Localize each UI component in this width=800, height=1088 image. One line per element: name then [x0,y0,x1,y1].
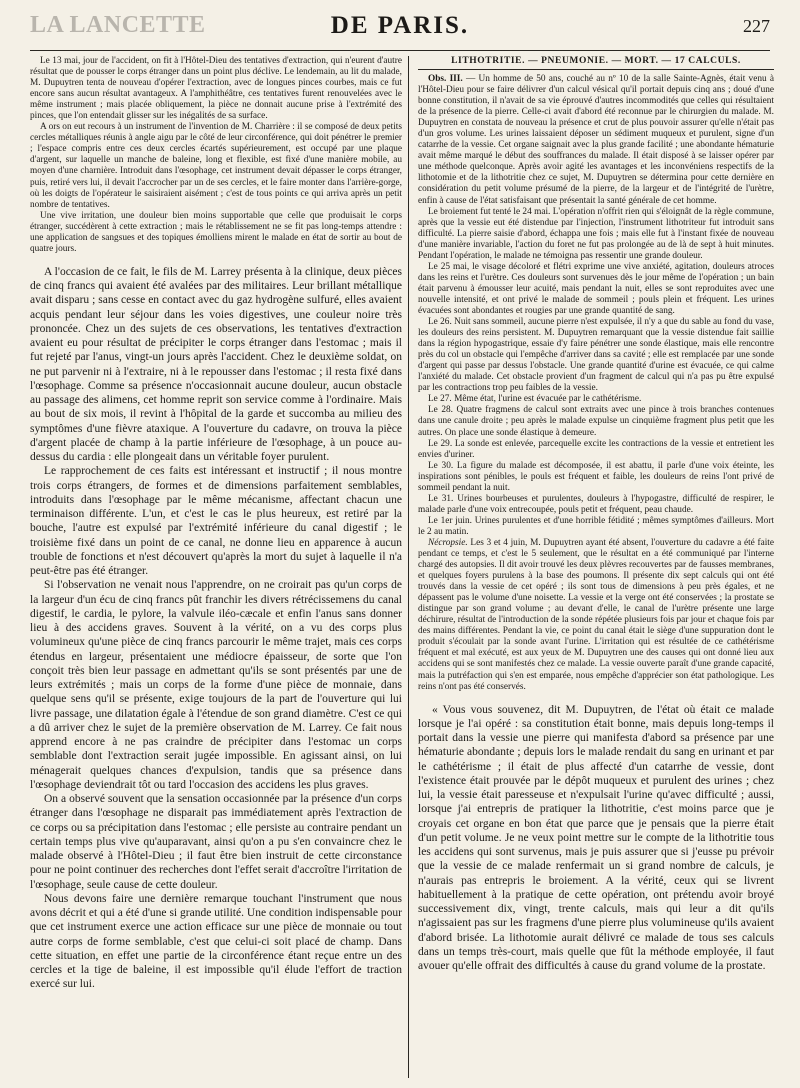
right-small-paragraph: Le 28. Quatre fragmens de calcul sont extraits avec une pince à trois branches contenues dans une canule droite ; peu après le malade expulse un cinquième fragment plus petit que les autres. On place une sonde élastique à demeure. [418,405,774,438]
left-small-paragraph: Une vive irritation, une douleur bien moins supportable que celle que produisait le corps étranger, succédèrent à cette extraction ; mais le rétablissement ne se fit pas long-temps attendre : une application de sangsues et des topiques émolliens mirent le malade en état de sortir au bout de quatre jours. [30,210,402,254]
right-small-paragraph: Le 26. Nuit sans sommeil, aucune pierre n'est expulsée, il n'y a que du sable au fond du vase, les douleurs des reins persistent. M. Dupuytren remarquant que la vessie distendue fait saillie dans la région hypogastrique, essaie d'y faire pénétrer une sonde élastique, mais elle rencontre près du col un obstacle qui l'empêche d'arriver dans sa cavité ; elle est remplacée par une sonde d'argent qui passe par dessus l'obstacle. Une grande quantité d'urine est évacuée, ce qui calme l'anxiété du malade. Cet obstacle provient d'un fragment de calcul qui n'a pas pu être expulsé par les contractions trop peu faibles de la vessie. [418,317,774,394]
necropsie-label: Nécropsie. [428,537,468,548]
right-small-paragraph: Le 30. La figure du malade est décomposée, il est abattu, il parle d'une voix éteinte, les inspirations sont pénibles, le pouls est fréquent et faible, les douleurs de reins l'ont privé de sommeil pendant la nuit. [418,460,774,493]
masthead-title: DE PARIS. [330,12,470,39]
right-large-text-block [418,703,774,974]
right-small-paragraph: Le 27. Même état, l'urine est évacuée par le cathétérisme. [428,394,642,405]
observation-label: Obs. III. [428,74,463,84]
right-small-paragraph: Le 1er juin. Urines purulentes et d'une horrible fétidité ; mêmes symptômes d'ailleurs. Mort le 2 au matin. [418,515,774,537]
right-column [418,56,774,1086]
right-large-paragraph: « Vous vous souvenez, dit M. Dupuytren, de l'état où était ce malade lorsque je l'ai opéré : sa constitution était bonne, mais depuis long-temps il portait dans la vessie une pierre qui manifesta d'abord sa présence par une hématurie abondante ; depuis lors le malade rendait du sang en urinant et par le cathétérisme ; il était de plus affecté d'un catarrhe de vessie, dont l'existence était prouvée par le dépôt muqueux et purulent des urines ; chez lui, la vessie était paresseuse et n'expulsait l'urine qu'avec difficulté ; aussi, lorsque j'ai entrepris de pratiquer la lithotritie, c'est moins parce que je croyais cet organe en bon état que parce que je pensais que la pierre était d'un petit volume. Je ne veux point mettre sur le compte de la lithotritie tous les accidens qui sont survenus, mais je puis assurer que si j'eusse pu prévoir que la vessie de ce malade renfermait un si grand nombre de calculs, je n'aurais pas entrepris le broiement. A la vérité, ceux qui se livrent habituellement à la pratique de cette opération, ont prétendu avoir broyé successivement dix, vingt, trente calculs, mais qui leur a dit qu'ils n'agissaient pas sur les fragmens d'une pierre plus volumineuse qu'ils avaient d'abord brisée. La lithotomie aurait délivré ce malade de tous ses calculs dans un temps très-court, mais quelle que fût la méthode employée, il faut avouer qu'elle offrait des difficultés à cause du grand volume de la prostate. [418,703,774,973]
necropsie-paragraph [418,538,774,693]
right-small-paragraph: Le 29. La sonde est enlevée, parcequelle excite les contractions de la vessie et entretient les envies d'uriner. [418,438,774,460]
left-column [30,56,402,1086]
left-large-paragraph: A l'occasion de ce fait, le fils de M. Larrey présenta à la clinique, deux pièces de cinq francs qui avaient été avalées par des militaires. Leur brillant métallique avait disparu ; sans cesse en contact avec du gaz hydrogène sulfuré, elles avaient acquis pendant leur séjour dans les voies digestives, une couleur noire très prononcée. Chez un des sujets de ces observations, les tentatives d'extraction avaient eu pour résultat de précipiter le corps étranger dans l'estomac ; mais il fut rejeté par l'anus, vingt-un jours après l'accident. Chez le deuxième soldat, on ne put parvenir ni à l'extraire, ni à le repousser dans l'estomac ; il resta fixé dans l'œsophage. Comme sa présence n'occasionnait aucune douleur, aucun obstacle au passage des alimens, cet homme reprit son service comme à l'ordinaire. Mais au bout de six mois, il revint à l'hôpital de la garde et succomba au milieu des symptômes d'une fièvre ataxique. A l'ouverture du cadavre, on trouva la pièce d'argent placée de champ à la partie inférieure de l'œsophage, à un pouce au-dessus du cardia : elle plongeait dans un véritable foyer purulent. [30,265,402,464]
observation-paragraph [418,74,774,207]
right-small-text-block [418,74,774,693]
left-large-paragraph: Nous devons faire une dernière remarque touchant l'instrument que nous avons décrit et qui a été d'une si grande utilité. Une condition indispensable pour que cet instrument exerce une action efficace sur une pièce de monnaie ou tout autre corps de forme semblable, c'est que celui-ci soit placé de champ. Dans cette situation, en effet une partie de la circonférence étant reçue entre un des cercles et la tige de baleine, il est impossible qu'il élude l'effort de traction exercé sur lui. [30,892,402,991]
left-large-paragraph: On a observé souvent que la sensation occasionnée par la présence d'un corps étranger dans l'œsophage ne disparait pas immédiatement après l'extraction de ce corps ou sa précipitation dans l'estomac ; elle persiste au contraire pendant un certain temps plus vive qu'auparavant, ainsi qu'on a pu s'en convaincre chez le malade observé à l'Hôtel-Dieu ; il faut être bien instruit de cette circonstance pour ne point continuer des recherches dont l'effet serait d'accroître l'irritation de l'œsophage, seule cause de cette douleur. [30,793,402,891]
page-header [30,10,770,51]
left-large-text-block [30,265,402,992]
header-left-faded-title: LA LANCETTE [30,12,206,38]
left-small-paragraph: A ors on eut recours à un instrument de l'invention de M. Charrière : il se composé de deux petits cercles métalliques réunis à angle aigu par le côté de leur circonférence, qui doit pénétrer le premier ; l'espace compris entre ces deux cercles écartés supérieurement, est occupé par une plaque d'argent, sur laquelle un manche de baleine, long et flexible, est fixé d'une manière mobile, au moyen d'une charnière. Introduit dans l'œsophage, cet instrument devait dépasser le corps étranger, puis, retiré vers lui, il devait l'accrocher par un de ses cercles, et le faire monter dans l'arrière-gorge, où les doigts de l'opérateur le saisiraient aisément ; c'est de tous points ce qui arriva après un petit nombre de tentatives. [30,122,402,210]
right-small-paragraph: Le 31. Urines bourbeuses et purulentes, douleurs à l'hypogastre, difficulté de respirer, le malade parle d'une voix entrecoupée, pouls petit et fréquent, peau chaude. [418,493,774,515]
necropsie-text: Les 3 et 4 juin, M. Dupuytren ayant été absent, l'ouverture du cadavre a été faite pendant ce temps, et c'est le 5 seulement, que le résultat en a été communiqué par l'interne chargé des autopsies. Il dit avoir trouvé les deux plèvres recouvertes par de fausses membranes, et quelques foyers purulens à la base des poumons. Il présente dix sept calculs qui ont été trouvés dans la vessie de cet opéré ; ils sont tous de dimensions à peu près égales, et ne dépassent pas le volume d'une noisette. La vessie et la verge ont été conservées ; la prostate se distingue par son grand volume ; au devant d'elle, le canal de l'urètre présente une large déchirure, résultat de l'introduction de la sonde répétée plusieurs fois par jour et chaque fois par des mains différentes. Pendant la vie, ce point du canal était le siège d'une suppuration dont le produit s'écoulait par la sonde avant l'urine. L'irritation qui est résultée de ce cathétérisme fréquent et mal exécuté, est aux yeux de M. Dupuytren une des causes qui ont donné lieu aux accidens qui se sont manifestés chez ce malade. La vessie ouverte paraît d'une grande capacité, mais la putréfaction qui s'en est emparée, nous empêche d'apprécier son état pathologique. Les reins n'ont pas été conservés. [418,537,774,692]
column-divider [408,56,409,1078]
observation-text: — Un homme de 50 ans, couché au nº 10 de la salle Sainte-Agnès, était venu à l'Hôtel-Dieu pour se faire délivrer d'un calcul vésical qu'il portait depuis cinq ans ; doué d'une bonne constitution, il n'avait de sa vie éprouvé d'autres incommodités que celles qui résultaient de la présence de la pierre. Celle-ci avait d'abord été reconnue par le chirurgien du malade. M. Dupuytren en constata de nouveau la présence et crut de plus pouvoir assurer qu'elle n'était pas d'un gros volume. Les urines laissaient déposer un sédiment muqueux et purulent, signe d'un catarrhe de la vessie. Cet organe saignait avec la plus grande facilité ; une abondante hématurie avait même marqué le début des souffrances du malade. Il était disposé à se laisser opérer par une méthode quelconque. Après avoir agité les avantages et les inconvéniens respectifs de la lithotomie et de la lithotritie chez ce sujet, M. Dupuytren se détermina pour cette dernière en considération du petit volume présumé de la pierre, de la largeur et de l'intégrité de l'urètre, enfin à cause de l'état satisfaisant que présentait la santé générale de cet homme. [418,74,774,206]
left-small-text-block [30,56,402,255]
left-small-paragraph: Le 13 mai, jour de l'accident, on fit à l'Hôtel-Dieu des tentatives d'extraction, qui n'eurent d'autre résultat que de pousser le corps étranger dans un point plus déclive. Le lendemain, au lit du malade, M. Dupuytren tenta de nouveau d'opérer l'extraction, avec de longues pinces courbes, mais ce fut encore sans aucun résultat avantageux. A l'amphithéâtre, ces tentatives furent renouvelées avec le même instrument ; mais placée obliquement, la pièce ne donnait aucune prise à l'extrémité des pinces, que l'on entendait glisser sur les inégalités de sa surface. [30,56,402,122]
left-large-paragraph: Le rapprochement de ces faits est intéressant et instructif ; il nous montre trois corps étrangers, de formes et de dimensions parfaitement semblables, introduits dans l'œsophage par le même mécanisme, affectant chacun une terminaison différente. L'un, et c'est le cas le plus heureux, est retiré par la bouche, l'autre est expulsé par l'extrémité inférieure du canal digestif ; le troisième fixé dans un point de ce canal, ne donne lieu en apparence à aucun trouble de fonctions et n'est découvert qu'après la mort du sujet à laquelle il n'a peut-être pas été étranger. [30,465,402,578]
section-running-head: LITHOTRITIE. — PNEUMONIE. — MORT. — 17 CALCULS. [418,56,774,70]
right-small-paragraph: Le broiement fut tenté le 24 mai. L'opération n'offrit rien qui s'éloignât de la règle commune, après que la vessie eut été distendue par l'injection, l'instrument lithotriteur fut introduit sans difficulté. La pierre saisie d'abord, échappa une fois ; mais elle fut à l'instant fixée de nouveau d'une manière invariable, l'action du foret ne fut pas prolongée au de là de sept à huit minutes. Pendant l'opération, le malade ne témoigna pas ressentir une grande douleur. [418,206,774,261]
page-number: 227 [743,16,770,36]
left-large-paragraph: Si l'observation ne venait nous l'apprendre, on ne croirait pas qu'un corps de la largeur d'un écu de cinq francs pût franchir les divers rétrécissemens du canal digestif, le cardia, le pylore, la valvule iléo-cæcale et enfin l'anus sans donner lieu à des accidens graves. Souvent à la vérité, on a vu des corps plus volumineux qu'une pièce de cinq francs parcourir le même trajet, mais ces corps étendus en largeur, présentaient une médiocre épaisseur, de sorte que l'on conçoit très bien leur passage en admettant qu'ils se sont présentés par une de leurs extrémités ; mais un corps de la forme d'une pièce de monnaie, dans quelque sens qu'il se présente, exige toujours de la part de l'ouverture qui lui livre passage, une dilatation égale à l'étendue de son grand diamètre. C'est ce qui a dû arriver chez le sujet de la première observation de M. Larrey. Ce fait nous apprend encore à ne pas craindre de précipiter dans l'estomac un corps semblable dont l'extraction serait jugée impossible. En agissant ainsi, on lui ménagerait quelques chances d'expulsion, tandis que sa présence dans l'œsophage deviendrait tôt ou tard l'occasion des accidens les plus graves. [30,579,402,791]
right-small-paragraph: Le 25 mai, le visage décoloré et flétri exprime une vive anxiété, agitation, douleurs atroces dans les reins et l'urètre. Ces douleurs sont survenues dès le jour même de l'opération ; un bain était parvenu à émousser leur acuité, mais pendant la nuit, elles se sont reproduites avec une nouvelle intensité, et ont privé le malade de sommeil ; pouls plein et fréquent. Les urines évacuées sont abondantes et rougies par une grande quantité de sang. [418,261,774,316]
